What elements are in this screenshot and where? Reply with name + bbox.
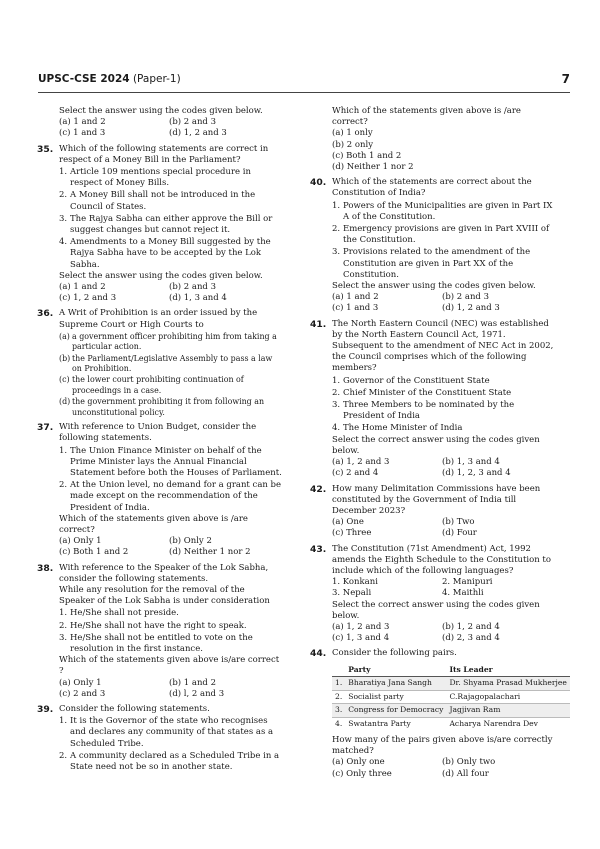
option: (d) Neither 1 nor 2: [332, 162, 414, 173]
leader-cell: Acharya Narendra Dev: [446, 717, 569, 730]
carryover-prompt: Select the answer using the codes given below.: [59, 106, 263, 116]
answer-options: [59, 678, 283, 700]
option: (d) 1, 2 and 3: [442, 303, 500, 314]
option: (b) Two: [442, 517, 475, 528]
statement-text: Governor of the Constituent State: [343, 375, 490, 386]
page-header: [38, 73, 570, 89]
question-41: [310, 319, 556, 480]
option: (d) 1, 2 and 3: [169, 128, 227, 139]
option: (a) Only one: [332, 757, 385, 768]
choice-marker: (c): [59, 375, 70, 385]
statement-marker: 1.: [332, 375, 341, 386]
choice-text: the lower court prohibiting continuation of proceedings in a case.: [72, 375, 244, 395]
choice-marker: (a): [59, 331, 70, 341]
option: (a) 1 only: [332, 128, 373, 139]
language-list: [332, 577, 556, 599]
table-header-spacer: [332, 664, 345, 677]
statement-marker: 4.: [332, 423, 341, 434]
answer-prompt: Select the correct answer using the codes given below.: [332, 434, 540, 456]
carryover-block: [310, 106, 556, 173]
statement: [332, 201, 556, 223]
statement-marker: 1.: [332, 200, 341, 211]
question-stem: Which of the statements are correct about the Constitution of India?: [332, 177, 532, 199]
option: (a) 1 and 2: [59, 117, 106, 128]
table-row: [332, 704, 570, 718]
statement-marker: 1.: [59, 445, 68, 456]
statement-text: At the Union level, no demand for a grant can be made except on the recommendation of the President of India.: [70, 480, 282, 513]
question-39: [37, 704, 283, 773]
leader-cell: Dr. Shyama Prasad Mukherjee: [446, 677, 569, 691]
pairs-table: [332, 664, 570, 731]
statement-marker: 3.: [59, 632, 68, 643]
option: (b) 2 only: [332, 139, 373, 150]
answer-options: [332, 622, 556, 644]
question-stem: Consider the following pairs.: [332, 648, 457, 659]
answer-prompt: Which of the statements given above is /are correct?: [59, 513, 248, 535]
statement-text: Chief Minister of the Constituent State: [343, 387, 512, 398]
statement-text: The Home Minister of India: [343, 423, 463, 434]
row-number: 2.: [332, 690, 345, 704]
statement-text: Emergency provisions are given in Part XVIII of the Constitution.: [343, 224, 550, 246]
option: (a) 1 and 2: [332, 292, 379, 303]
answer-options: [59, 536, 283, 558]
question-38: [37, 563, 283, 700]
option: (a) Only 1: [59, 677, 102, 688]
statement: [59, 446, 283, 480]
answer-options: [59, 282, 283, 304]
question-stem: Which of the following statements are correct in respect of a Money Bill in the Parliament?: [59, 143, 269, 165]
exam-name: UPSC-CSE 2024: [38, 73, 130, 85]
option: (a) Only 1: [59, 536, 102, 547]
statement-marker: 2.: [59, 480, 68, 491]
option: (a) 1, 2 and 3: [332, 621, 390, 632]
choice-text: the government prohibiting it from following an unconstitutional policy.: [72, 397, 265, 417]
row-number: 3.: [332, 704, 345, 718]
question-stem: How many Delimitation Commissions have been constituted by the Government of India till December 2023?: [332, 483, 541, 516]
statement-marker: 2.: [59, 190, 68, 201]
question-stem: Consider the following statements.: [59, 703, 210, 714]
right-column: [310, 106, 567, 780]
question-number: 41.: [310, 318, 327, 330]
party-cell: Bharatiya Jana Sangh: [345, 677, 446, 691]
choice-marker: (b): [59, 353, 71, 363]
statement-text: He/She shall not have the right to speak.: [70, 620, 247, 631]
row-number: 4.: [332, 717, 345, 730]
table-row: [332, 677, 570, 691]
carryover-block: [37, 106, 283, 140]
statement: [332, 423, 556, 434]
statement-text: Provisions related to the amendment of the Constitution are given in Part XX of the Constitution.: [343, 247, 531, 280]
answer-prompt: Which of the statements given above is/are correct ?: [59, 655, 280, 677]
option: (c) Only three: [332, 768, 392, 779]
table-row: [332, 690, 570, 704]
table-header-leader: Its Leader: [446, 664, 569, 677]
option: (d) All four: [442, 768, 489, 779]
answer-choice: [59, 375, 283, 396]
statement-text: He/She shall not preside.: [70, 608, 179, 619]
question-stem: The Constitution (71st Amendment) Act, 1992 amends the Eighth Schedule to the Constitution to include which of the following languages?: [332, 543, 551, 576]
statement: [332, 376, 556, 387]
statement-marker: 3.: [59, 213, 68, 224]
question-44: [310, 648, 567, 780]
header-divider: [38, 92, 570, 93]
statement-marker: 1.: [59, 167, 68, 178]
option: (c) 1 and 3: [59, 128, 106, 139]
question-stem: With reference to Union Budget, consider the following statements.: [59, 422, 257, 444]
answer-choice: [59, 332, 283, 353]
answer-choice: [59, 354, 283, 375]
statement: [59, 167, 283, 189]
party-cell: Swatantra Party: [345, 717, 446, 730]
statement: [59, 608, 283, 619]
exam-title: [38, 73, 181, 85]
question-number: 42.: [310, 483, 327, 495]
choice-marker: (d): [59, 397, 71, 407]
option: (b) 1, 2 and 4: [442, 621, 500, 632]
question-35: [37, 144, 283, 305]
party-cell: Socialist party: [345, 690, 446, 704]
question-number: 39.: [37, 703, 54, 715]
statement: [332, 400, 556, 422]
language-item: 1. Konkani: [332, 577, 378, 588]
option: (d) 2, 3 and 4: [442, 633, 500, 644]
carryover-options: [59, 117, 283, 139]
option: (c) Both 1 and 2: [59, 547, 129, 558]
statement-text: Three Members to be nominated by the President of India: [343, 400, 515, 422]
statement-marker: 2.: [332, 224, 341, 235]
question-number: 40.: [310, 177, 327, 189]
question-36: [37, 308, 283, 418]
question-intro: While any resolution for the removal of the Speaker of the Lok Sabha is under consideration: [59, 584, 270, 607]
question-number: 43.: [310, 543, 327, 555]
language-item: 4. Maithli: [442, 588, 484, 599]
statement-text: Article 109 mentions special procedure in respect of Money Bills.: [70, 167, 251, 189]
answer-options: [332, 457, 556, 479]
option: (c) 1, 3 and 4: [332, 633, 390, 644]
carryover-prompt: Which of the statements given above is /are correct?: [332, 106, 521, 128]
statement-text: The Rajya Sabha can either approve the Bill or suggest changes but cannot reject it.: [70, 213, 273, 236]
option: (a) 1, 2 and 3: [332, 457, 390, 468]
statement: [59, 751, 283, 773]
table-row: [332, 717, 570, 730]
exam-paper: (Paper-1): [129, 73, 181, 85]
question-40: [310, 177, 556, 314]
option: (b) 2 and 3: [169, 282, 216, 293]
answer-options: [332, 292, 556, 314]
question-37: [37, 422, 283, 558]
statement: [332, 388, 556, 399]
leader-cell: Jagjivan Ram: [446, 704, 569, 718]
statement-marker: 4.: [59, 237, 68, 248]
question-42: [310, 484, 556, 540]
question-number: 38.: [37, 562, 54, 574]
question-stem: A Writ of Prohibition is an order issued by the Supreme Court or High Courts to: [59, 308, 258, 330]
statement: [59, 237, 283, 271]
option: (d) 1, 3 and 4: [169, 293, 227, 304]
option: (d) l, 2 and 3: [169, 688, 225, 699]
option: (c) 1 and 3: [332, 303, 379, 314]
answer-prompt: How many of the pairs given above is/are correctly matched?: [332, 735, 553, 757]
statement: [59, 480, 283, 514]
option: (c) 1, 2 and 3: [59, 293, 117, 304]
answer-choice: [59, 397, 283, 418]
option: (a) 1 and 2: [59, 282, 106, 293]
answer-prompt: Select the correct answer using the codes given below.: [332, 599, 540, 621]
statement-marker: 1.: [59, 716, 68, 727]
leader-cell: C.Rajagopalachari: [446, 690, 569, 704]
option: (b) 2 and 3: [169, 117, 216, 128]
answer-prompt: Select the answer using the codes given below.: [332, 281, 536, 292]
question-stem: The North Eastern Council (NEC) was established by the North Eastern Council Act, 1971. Subsequent to the amendment of NEC Act in 2002, the Council comprises which of the following members?: [332, 318, 554, 374]
statement-marker: 2.: [59, 750, 68, 761]
row-number: 1.: [332, 677, 345, 691]
answer-prompt: Select the answer using the codes given below.: [59, 270, 263, 281]
party-cell: Congress for Democracy: [345, 704, 446, 718]
table-header-party: Party: [345, 664, 446, 677]
option: (d) Neither 1 nor 2: [169, 547, 251, 558]
option: (b) Only two: [442, 757, 496, 768]
statement-text: He/She shall not be entitled to vote on the resolution in the first instance.: [70, 632, 253, 654]
question-43: [310, 544, 556, 645]
choice-text: a government officer prohibiting him from taking a particular action.: [72, 331, 277, 352]
statement-marker: 3.: [332, 400, 341, 411]
answer-options: [332, 517, 556, 539]
option: (b) 2 and 3: [442, 292, 489, 303]
option: (c) 2 and 3: [59, 688, 106, 699]
option: (a) One: [332, 517, 364, 528]
option: (c) Three: [332, 528, 372, 539]
statement-text: Amendments to a Money Bill suggested by the Rajya Sabha have to be accepted by the Lok Sabha.: [70, 237, 271, 270]
option: (c) 2 and 4: [332, 468, 379, 479]
question-number: 37.: [37, 422, 54, 434]
statement-text: A Money Bill shall not be introduced in the Council of States.: [70, 190, 256, 212]
statement-text: The Union Finance Minister on behalf of the Prime Minister lays the Annual Financial Statement before both the Houses of Parliament.: [70, 445, 282, 478]
statement-marker: 3.: [332, 247, 341, 258]
statement: [332, 224, 556, 246]
statement: [59, 716, 283, 750]
statement-marker: 1.: [59, 608, 68, 619]
question-stem: With reference to the Speaker of the Lok Sabha, consider the following statements.: [59, 562, 269, 584]
page-number: 7: [561, 72, 570, 86]
option: (c) Both 1 and 2: [332, 150, 402, 161]
statement: [332, 247, 556, 281]
language-item: 2. Manipuri: [442, 577, 493, 588]
statement-text: Powers of the Municipalities are given in Part IX A of the Constitution.: [343, 200, 553, 222]
option: (b) 1, 3 and 4: [442, 457, 500, 468]
statement: [59, 621, 283, 632]
option: (b) 1 and 2: [169, 677, 216, 688]
choice-text: the Parliament/Legislative Assembly to pass a law on Prohibition.: [72, 353, 273, 374]
table-header-row: [332, 664, 570, 677]
question-number: 36.: [37, 308, 54, 320]
statement-marker: 2.: [59, 620, 68, 631]
language-item: 3. Nepali: [332, 588, 372, 599]
statement-marker: 2.: [332, 387, 341, 398]
statement-text: It is the Governor of the state who recognises and declares any community of that states as a Scheduled Tribe.: [70, 716, 274, 749]
question-number: 44.: [310, 648, 327, 660]
statement: [59, 633, 283, 655]
left-column: [37, 106, 283, 773]
statement-text: A community declared as a Scheduled Tribe in a State need not be so in another state.: [70, 750, 280, 772]
statement: [59, 190, 283, 212]
statement: [59, 214, 283, 236]
question-number: 35.: [37, 143, 54, 155]
answer-options: [332, 757, 556, 779]
option: (d) 1, 2, 3 and 4: [442, 468, 511, 479]
option: (b) Only 2: [169, 536, 212, 547]
option: (d) Four: [442, 528, 477, 539]
